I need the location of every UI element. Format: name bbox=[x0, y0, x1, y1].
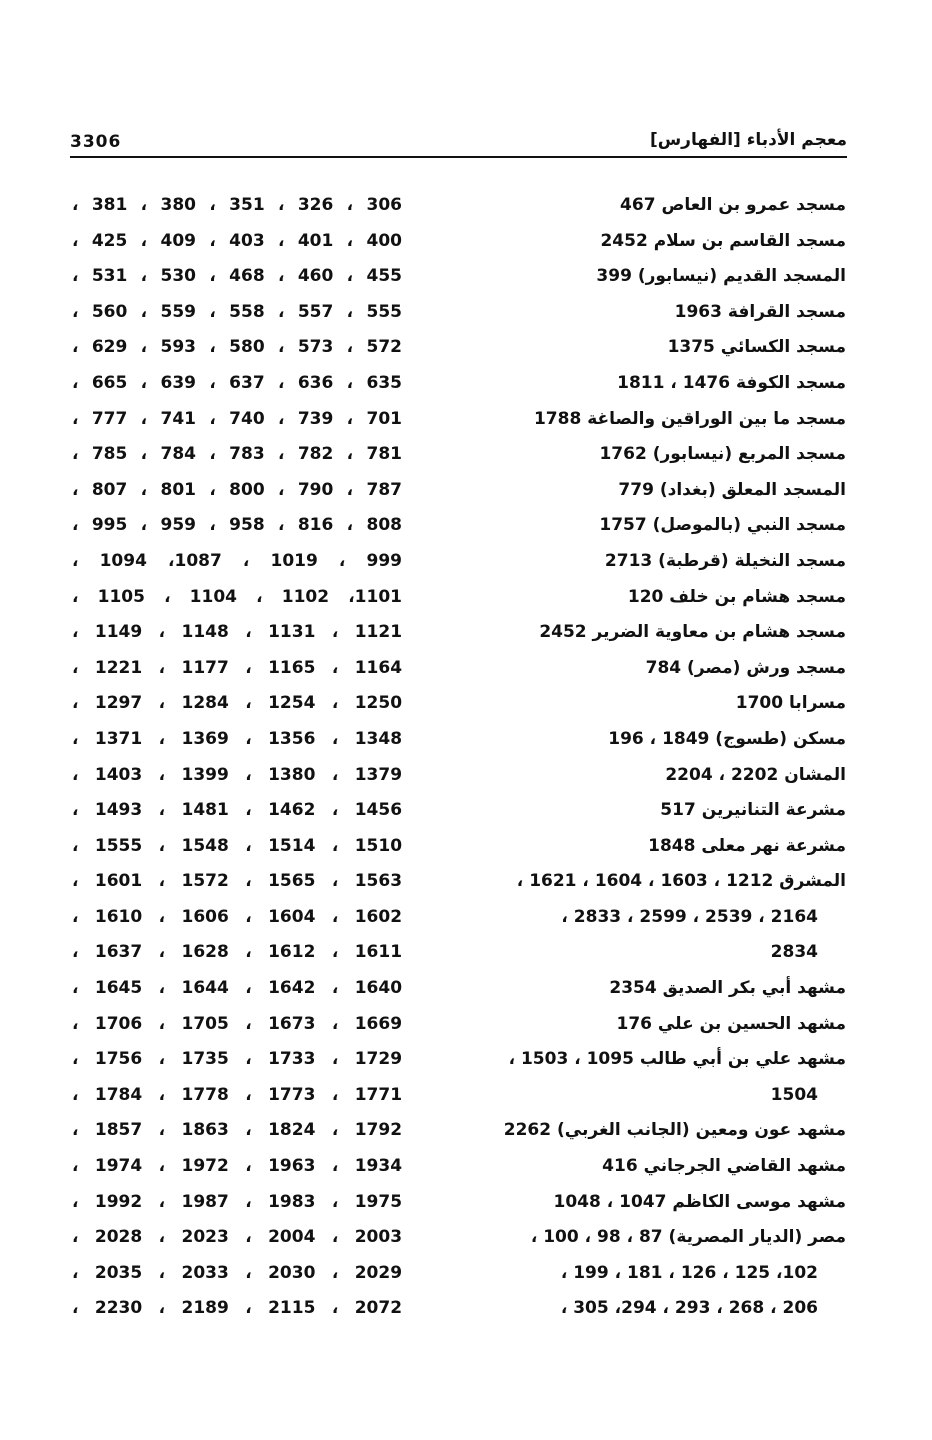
header-rule bbox=[70, 156, 847, 158]
index-entry: مشرعة التنانيرين 517 bbox=[660, 800, 846, 821]
index-entry: مشهد القاضي الجرجاني 416 bbox=[602, 1156, 846, 1177]
index-entry: مسرابا 1700 bbox=[735, 693, 846, 714]
index-entries-column bbox=[490, 188, 846, 1327]
page-number-line: 1101، 1102 ، 1104 ، 1105 ، bbox=[72, 586, 402, 607]
page-number-line: 2003 ، 2004 ، 2023 ، 2028 ، bbox=[72, 1227, 402, 1248]
page-number-line: 1164 ، 1165 ، 1177 ، 1221 ، bbox=[72, 657, 402, 678]
page-number-line: 1669 ، 1673 ، 1705 ، 1706 ، bbox=[72, 1013, 402, 1034]
index-entry: مسجد النخيلة (قرطبة) 2713 bbox=[604, 550, 846, 571]
index-entry: مسجد هشام بن معاوية الضرير 2452 bbox=[539, 622, 846, 643]
running-title: معجم الأدباء [الفهارس] bbox=[649, 130, 847, 150]
index-entry: مسجد عمرو بن العاص 467 bbox=[620, 195, 846, 215]
page-number-line: 701 ، 739 ، 740 ، 741 ، 777 ، bbox=[72, 408, 402, 429]
page-number-line: 1640 ، 1642 ، 1644 ، 1645 ، bbox=[72, 978, 402, 999]
continued-page-numbers-column bbox=[72, 188, 402, 1327]
index-entry: مسجد ما بين الوراقين والصاغة 1788 bbox=[533, 408, 846, 429]
index-entry: مسجد القاسم بن سلام 2452 bbox=[600, 230, 846, 251]
page-number-line: 1121 ، 1131 ، 1148 ، 1149 ، bbox=[72, 622, 402, 643]
page-number-line: 1611 ، 1612 ، 1628 ، 1637 ، bbox=[72, 942, 402, 963]
index-entry: مشهد الحسين بن علي 176 bbox=[616, 1013, 846, 1034]
page-number-line: 2072 ، 2115 ، 2189 ، 2230 ، bbox=[72, 1298, 402, 1319]
index-entry-continuation: 2164 ، 2539 ، 2599 ، 2833 ، bbox=[561, 906, 818, 927]
page-number-line: 1250 ، 1254 ، 1284 ، 1297 ، bbox=[72, 693, 402, 714]
page-number-line: 455 ، 460 ، 468 ، 530 ، 531 ، bbox=[72, 266, 402, 287]
index-entry: مصر (الديار المصرية) 87 ، 98 ، 100 ، bbox=[530, 1227, 846, 1248]
index-entry: مسجد القرافة 1963 bbox=[674, 301, 846, 322]
index-entry-continuation: 2834 bbox=[770, 942, 818, 963]
page-number-line: 1771 ، 1773 ، 1778 ، 1784 ، bbox=[72, 1084, 402, 1105]
index-entry: مسجد الكسائي 1375 bbox=[667, 337, 846, 358]
page-number-line: 1456 ، 1462 ، 1481 ، 1493 ، bbox=[72, 800, 402, 821]
index-entry-continuation: 206 ، 268 ، 293 ، 294، 305 ، bbox=[560, 1298, 818, 1319]
index-entry: مشهد أبي بكر الصديق 2354 bbox=[609, 978, 846, 999]
page-number-line: 1934 ، 1963 ، 1972 ، 1974 ، bbox=[72, 1156, 402, 1177]
page-number-line: 555 ، 557 ، 558 ، 559 ، 560 ، bbox=[72, 301, 402, 322]
page-number: 3306 bbox=[70, 132, 122, 152]
page-number-line: 808 ، 816 ، 958 ، 959 ، 995 ، bbox=[72, 515, 402, 536]
page-number-line: 306 ، 326 ، 351 ، 380 ، 381 ، bbox=[72, 195, 402, 215]
page-number-line: 999 ، 1019 ، 1087، 1094 ، bbox=[72, 550, 402, 571]
page-number-line: 1975 ، 1983 ، 1987 ، 1992 ، bbox=[72, 1191, 402, 1212]
page-number-line: 787 ، 790 ، 800 ، 801 ، 807 ، bbox=[72, 479, 402, 500]
index-entry: مسجد هشام بن خلف 120 bbox=[627, 586, 846, 607]
index-entry: المشان 2202 ، 2204 bbox=[665, 764, 846, 785]
page-header bbox=[70, 128, 847, 158]
page-number-line: 572 ، 573 ، 580 ، 593 ، 629 ، bbox=[72, 337, 402, 358]
index-entry: مسجد ورش (مصر) 784 bbox=[645, 657, 846, 678]
index-entry: المسجد المعلق (بغداد) 779 bbox=[618, 479, 846, 500]
index-entry-continuation: 102، 125 ، 126 ، 181 ، 199 ، bbox=[560, 1262, 818, 1283]
index-entry: مسجد المربع (نيسابور) 1762 bbox=[599, 444, 846, 465]
page-number-line: 781 ، 782 ، 783 ، 784 ، 785 ، bbox=[72, 444, 402, 465]
index-entry: مشهد عون ومعين (الجانب الغربي) 2262 bbox=[503, 1120, 846, 1141]
page-number-line: 1510 ، 1514 ، 1548 ، 1555 ، bbox=[72, 835, 402, 856]
page-number-line: 2029 ، 2030 ، 2033 ، 2035 ، bbox=[72, 1262, 402, 1283]
index-entry: المسجد القديم (نيسابور) 399 bbox=[596, 266, 846, 287]
page-number-line: 635 ، 636 ، 637 ، 639 ، 665 ، bbox=[72, 372, 402, 393]
index-entry: مسجد الكوفة 1476 ، 1811 bbox=[617, 372, 846, 393]
page-number-line: 1602 ، 1604 ، 1606 ، 1610 ، bbox=[72, 906, 402, 927]
index-entry: مشهد علي بن أبي طالب 1095 ، 1503 ، bbox=[508, 1049, 846, 1070]
page-number-line: 1729 ، 1733 ، 1735 ، 1756 ، bbox=[72, 1049, 402, 1070]
page-number-line: 1792 ، 1824 ، 1863 ، 1857 ، bbox=[72, 1120, 402, 1141]
page-number-line: 1563 ، 1565 ، 1572 ، 1601 ، bbox=[72, 871, 402, 892]
index-entry: مسكن (طسوج) 1849 ، 196 bbox=[608, 728, 846, 749]
index-entry-continuation: 1504 bbox=[770, 1084, 818, 1105]
page-number-line: 1379 ، 1380 ، 1399 ، 1403 ، bbox=[72, 764, 402, 785]
page-number-line: 400 ، 401 ، 403 ، 409 ، 425 ، bbox=[72, 230, 402, 251]
index-entry: المشرق 1212 ، 1603 ، 1604 ، 1621 ، bbox=[516, 871, 846, 892]
index-entry: مشرعة نهر معلى 1848 bbox=[648, 835, 846, 856]
page-number-line: 1348 ، 1356 ، 1369 ، 1371 ، bbox=[72, 728, 402, 749]
index-entry: مشهد موسى الكاظم 1047 ، 1048 bbox=[553, 1191, 846, 1212]
index-entry: مسجد النبي (بالموصل) 1757 bbox=[599, 515, 846, 536]
